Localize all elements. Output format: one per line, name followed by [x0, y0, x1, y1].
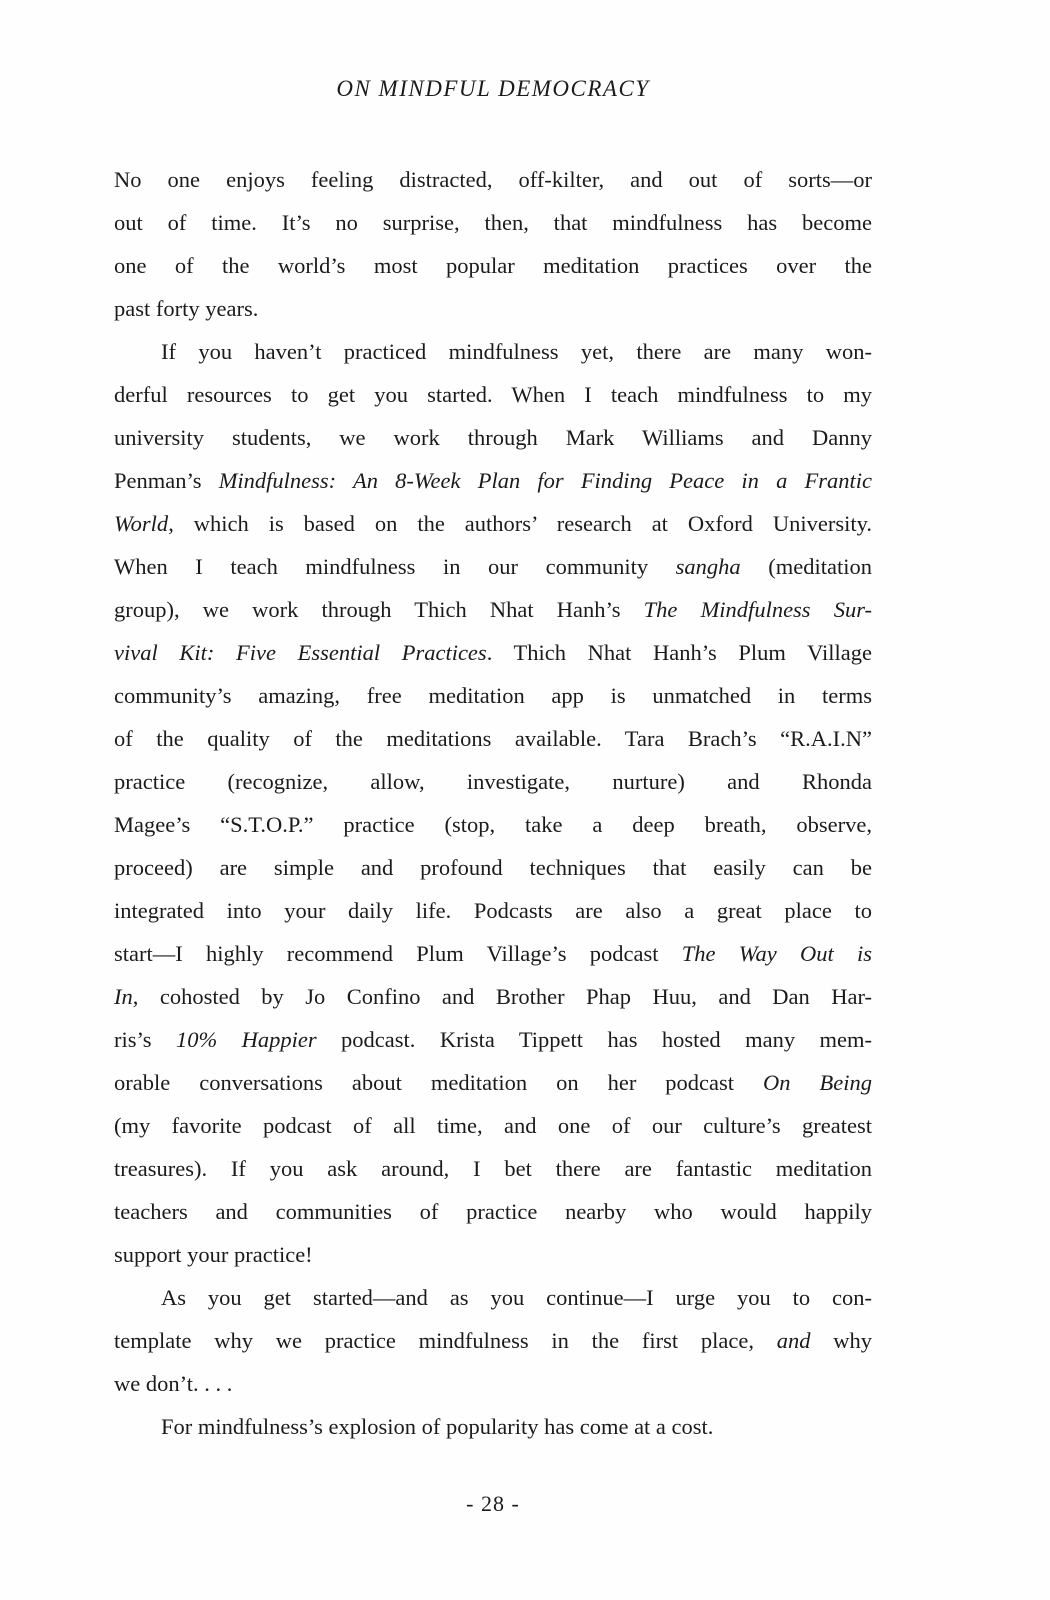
text-line [114, 588, 872, 631]
text-line [114, 1190, 872, 1233]
text-run: university students, we work through Mark Williams and Danny [114, 425, 872, 450]
text-line [114, 760, 872, 803]
text-line [114, 244, 872, 287]
italic-text-run: In [114, 984, 133, 1009]
text-run: podcast. Krista Tippett has hosted many mem- [316, 1027, 872, 1052]
text-run: integrated into your daily life. Podcasts are also a great place to [114, 898, 872, 923]
text-line [114, 373, 872, 416]
text-line [114, 1147, 872, 1190]
text-run: No one enjoys feeling distracted, off-kilter, and out of sorts—or [114, 167, 872, 192]
paragraph [114, 158, 872, 330]
text-run: (meditation [740, 554, 872, 579]
text-run: support your practice! [114, 1242, 313, 1267]
text-line [114, 717, 872, 760]
text-run: why [810, 1328, 872, 1353]
italic-text-run: sangha [675, 554, 741, 579]
italic-text-run: and [776, 1328, 811, 1353]
text-line [114, 1319, 872, 1362]
page-number: - 28 - [466, 1491, 520, 1516]
text-run: ris’s [114, 1027, 176, 1052]
italic-text-run: The Way Out is [681, 941, 872, 966]
text-run: For mindfulness’s explosion of popularity has come at a cost. [161, 1414, 714, 1439]
text-run: When I teach mindfulness in our community [114, 554, 676, 579]
text-run: As you get started—and as you continue—I urge you to con- [161, 1285, 872, 1310]
text-run: Penman’s [114, 468, 219, 493]
text-line [114, 201, 872, 244]
italic-text-run: On Being [763, 1070, 872, 1095]
text-run: one of the world’s most popular meditation practices over the [114, 253, 872, 278]
italic-text-run: The Mindfulness Sur- [643, 597, 873, 622]
text-run: of the quality of the meditations available. Tara Brach’s “R.A.I.N” [114, 726, 872, 751]
text-line [114, 1104, 872, 1147]
text-line [114, 674, 872, 717]
text-run: we don’t. . . . [114, 1371, 233, 1396]
text-line [114, 416, 872, 459]
text-run: orable conversations about meditation on her podcast [114, 1070, 764, 1095]
text-run: practice (recognize, allow, investigate, nurture) and Rhonda [114, 769, 872, 794]
text-line [114, 287, 872, 330]
text-run: Magee’s “S.T.O.P.” practice (stop, take a deep breath, observe, [114, 812, 872, 837]
text-line [114, 1018, 872, 1061]
italic-text-run: vival Kit: Five Essential Practices [114, 640, 487, 665]
running-header: ON MINDFUL DEMOCRACY [336, 76, 650, 101]
page-body [114, 158, 872, 1448]
paragraph [114, 330, 872, 1276]
text-line [114, 889, 872, 932]
text-run: out of time. It’s no surprise, then, that mindfulness has become [114, 210, 872, 235]
text-run: derful resources to get you started. When I teach mindfulness to my [114, 382, 872, 407]
text-run: start—I highly recommend Plum Village’s podcast [114, 941, 682, 966]
text-line [114, 1362, 872, 1405]
text-run: group), we work through Thich Nhat Hanh’s [114, 597, 644, 622]
text-line [114, 502, 872, 545]
text-line [114, 846, 872, 889]
text-run: (my favorite podcast of all time, and one of our culture’s greatest [114, 1113, 872, 1138]
text-run: , cohosted by Jo Confino and Brother Phap Huu, and Dan Har- [132, 984, 872, 1009]
text-run: template why we practice mindfulness in the first place, [114, 1328, 777, 1353]
text-run: past forty years. [114, 296, 259, 321]
text-line [114, 1276, 872, 1319]
text-run: If you haven’t practiced mindfulness yet, there are many won- [161, 339, 872, 364]
text-line [114, 631, 872, 674]
text-line [114, 459, 872, 502]
text-run: community’s amazing, free meditation app is unmatched in terms [114, 683, 872, 708]
text-line [114, 1233, 872, 1276]
text-line [114, 158, 872, 201]
text-run: proceed) are simple and profound techniques that easily can be [114, 855, 872, 880]
paragraph [114, 1405, 872, 1448]
italic-text-run: World [114, 511, 169, 536]
italic-text-run: Mindfulness: An 8-Week Plan for Finding Peace in a Frantic [218, 468, 872, 493]
text-run: teachers and communities of practice nearby who would happily [114, 1199, 872, 1224]
text-line [114, 545, 872, 588]
paragraph [114, 1276, 872, 1405]
text-line [114, 330, 872, 373]
text-line [114, 803, 872, 846]
text-run: , which is based on the authors’ research at Oxford University. [168, 511, 872, 536]
italic-text-run: 10% Happier [175, 1027, 317, 1052]
text-line [114, 1405, 872, 1448]
text-line [114, 1061, 872, 1104]
text-run: . Thich Nhat Hanh’s Plum Village [486, 640, 872, 665]
text-line [114, 975, 872, 1018]
text-run: treasures). If you ask around, I bet there are fantastic meditation [114, 1156, 872, 1181]
text-line [114, 932, 872, 975]
